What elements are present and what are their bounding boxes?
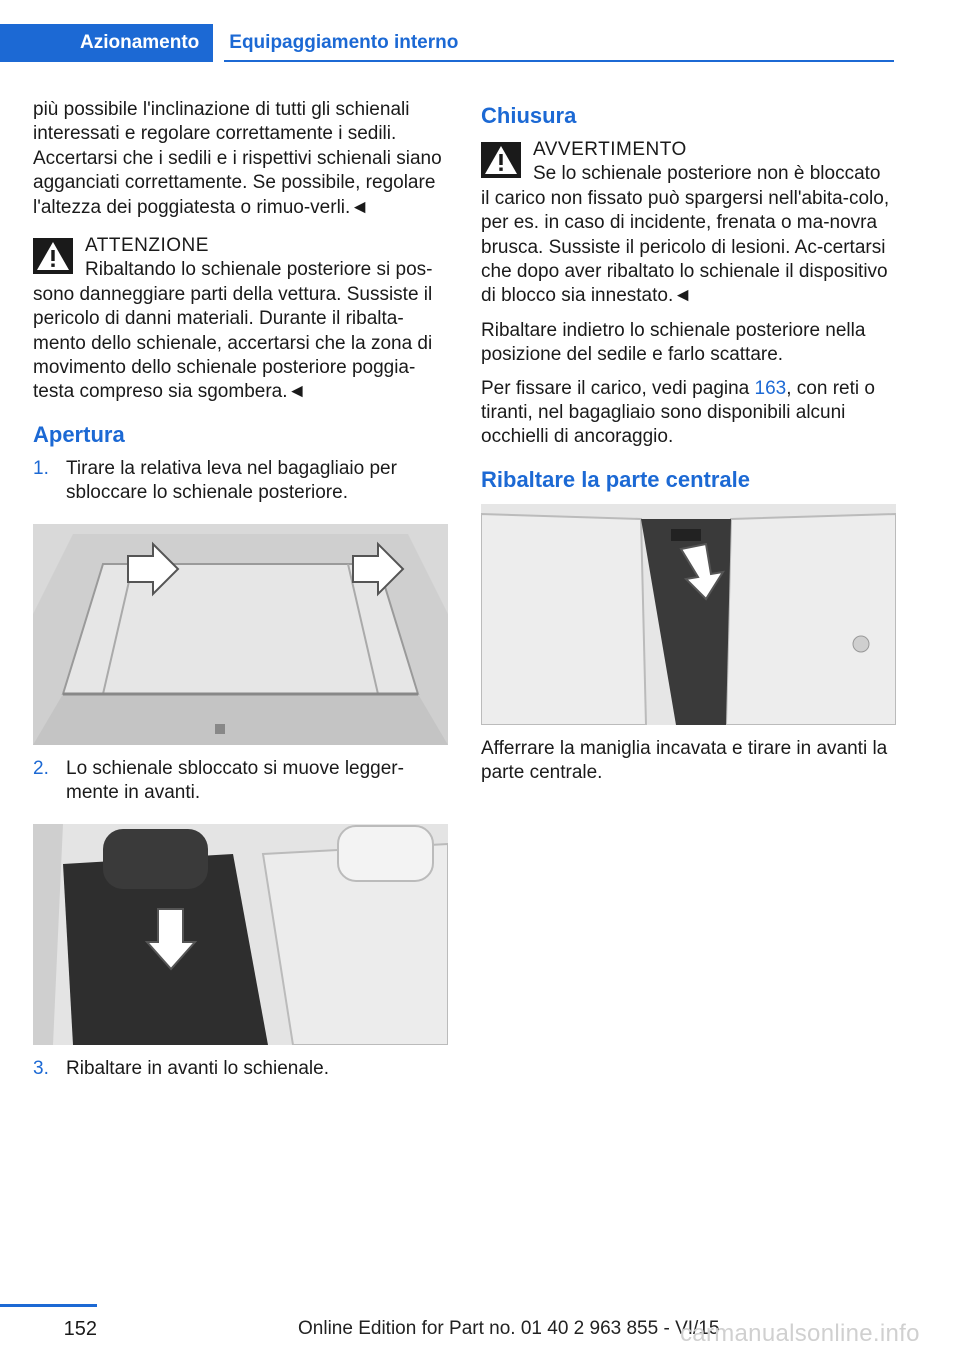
warning-rest: il carico non fissato può spargersi nell'abita‐colo, per es. in caso di incidente, frenata o ma‐novra brusca. Sussiste il pericolo di lesioni. Ac‐certarsi che dopo aver ribaltato lo schienale il dispositivo di blocco sia innestato.◄ — [481, 187, 890, 307]
trunk-lever-figure — [33, 524, 448, 745]
left-column — [33, 98, 448, 1091]
step-item — [33, 457, 448, 506]
caution-block — [33, 234, 448, 405]
page-number: 152 — [63, 1318, 97, 1340]
step-text: Lo schienale sbloccato si muove legger‐mente in avanti. — [66, 757, 404, 804]
step-item — [33, 757, 448, 806]
step-text: Tirare la relativa leva nel bagagliaio per sbloccare lo schienale posteriore. — [66, 457, 397, 504]
para2-text-after: , con reti o tiranti, nel bagagliaio sono disponibili alcuni occhielli di ancoraggio. — [481, 377, 875, 448]
header-tabs — [0, 24, 474, 62]
step-item — [33, 1057, 448, 1081]
closing-paragraph-1: Ribaltare indietro lo schienale posteriore nella posizione del sedile e farlo scattare. — [481, 319, 866, 366]
closing-paragraph-2 — [481, 377, 896, 450]
tab-azionamento[interactable]: Azionamento — [0, 24, 213, 62]
heading-apertura: Apertura — [33, 421, 125, 447]
page-163-link[interactable]: 163 — [754, 377, 787, 399]
caution-text — [33, 258, 448, 404]
step-number: 3. — [33, 1057, 49, 1079]
caution-rest: sono danneggiare parti della vettura. Sussiste il pericolo di danni materiali. Durante il ribalta‐mento dello schienale, accertarsi che la zona di movimento dello schienale posteriore poggia‐testa compreso sia sgombera.◄ — [33, 283, 433, 403]
footer-rule — [0, 1304, 97, 1307]
caution-title: ATTENZIONE — [85, 235, 209, 257]
center-section-figure — [481, 504, 896, 725]
step-number: 1. — [33, 457, 49, 479]
edition-text: Online Edition for Part no. 01 40 2 963 855 - VI/15 — [298, 1318, 720, 1339]
steps-list-3 — [33, 1057, 448, 1081]
steps-list — [33, 457, 448, 506]
heading-ribaltare-parte-centrale: Ribaltare la parte centrale — [481, 466, 751, 492]
warning-title: AVVERTIMENTO — [533, 139, 687, 160]
step-number: 2. — [33, 757, 49, 779]
step-text: Ribaltare in avanti lo schienale. — [66, 1057, 329, 1079]
caution-first-line: Ribaltando lo schienale posteriore si pos‐ — [85, 259, 433, 281]
tab-equipaggiamento-interno[interactable]: Equipaggiamento interno — [229, 32, 459, 53]
header-rule — [224, 60, 894, 62]
steps-list-2 — [33, 757, 448, 806]
right-column — [481, 98, 896, 795]
watermark: carmanualsonline.info — [680, 1320, 920, 1347]
seat-forward-figure — [33, 824, 448, 1045]
para2-text-before: Per fissare il carico, vedi pagina — [481, 377, 755, 399]
intro-paragraph: più possibile l'inclinazione di tutti gli schienali interessati e regolare correttamente i sedili. Accertarsi che i sedili e i rispettivi schienali siano agganciati correttamente. Se possibile, regolare l'altezza dei poggiatesta o rimuo‐verli.◄ — [33, 99, 442, 218]
warning-first-line: Se lo schienale posteriore non è bloccato — [533, 163, 881, 185]
heading-chiusura: Chiusura — [481, 103, 577, 128]
center-caption: Afferrare la maniglia incavata e tirare in avanti la parte centrale. — [481, 737, 888, 784]
warning-triangle-icon — [33, 238, 73, 274]
warning-block — [481, 138, 896, 309]
warning-triangle-icon — [481, 142, 521, 178]
warning-text — [481, 162, 896, 308]
